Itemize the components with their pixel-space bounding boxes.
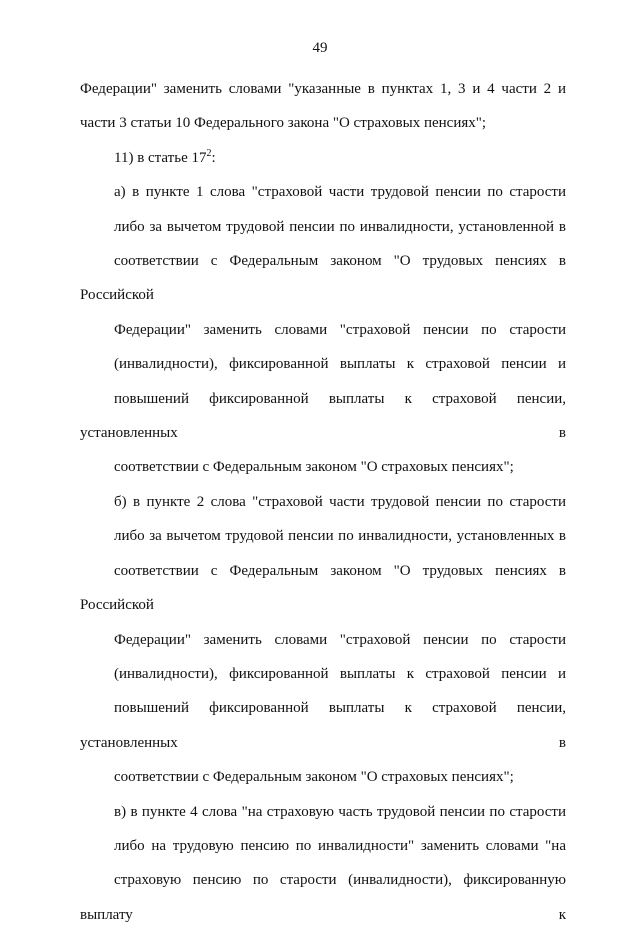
article-superscript: 2 [206, 147, 212, 159]
text-line: а) в пункте 1 слова "страховой части трудовой пенсии по старости [114, 184, 566, 201]
text-line: либо за вычетом трудовой пенсии по инвалидности, установленной в [114, 218, 566, 235]
paragraph-continuation [80, 72, 566, 141]
page-number: 49 [312, 40, 328, 56]
item-heading-text: 11) в статье 17 [114, 149, 207, 166]
text-line: повышений фиксированной выплаты к страховой пенсии, установленных в [80, 700, 566, 751]
paragraph-subitem-v [80, 795, 566, 932]
text-line: Федерации" заменить словами "страховой пенсии по старости [114, 321, 566, 338]
text-line: либо на трудовую пенсию по инвалидности" заменить словами "на [114, 837, 566, 854]
text-line: (инвалидности), фиксированной выплаты к страховой пенсии и [114, 665, 566, 682]
text-line: соответствии с Федеральным законом "О страховых пенсиях"; [114, 459, 514, 476]
text-line: соответствии с Федеральным законом "О трудовых пенсиях в Российской [80, 562, 566, 614]
text-line: в) в пункте 4 слова "на страховую часть трудовой пенсии по старости [114, 803, 566, 820]
paragraph-subitem-b [80, 485, 566, 795]
text-line: части 3 статьи 10 Федерального закона "О страховых пенсиях"; [80, 115, 487, 132]
text-line: повышений фиксированной выплаты к страховой пенсии, установленных в [80, 390, 566, 442]
text-line: либо за вычетом трудовой пенсии по инвалидности, установленных в [114, 528, 566, 545]
text-line: соответствии с Федеральным законом "О трудовых пенсиях в Российской [80, 253, 566, 304]
text-line: Федерации" заменить словами "указанные в пунктах 1, 3 и 4 части 2 и [80, 81, 566, 97]
document-body [80, 72, 566, 932]
paragraph-item-11 [80, 141, 566, 175]
paragraph-subitem-a [80, 175, 566, 485]
text-line: страховую пенсию по старости (инвалидности), фиксированную выплату к [80, 872, 566, 923]
text-line [80, 141, 566, 175]
item-heading-colon: : [211, 149, 216, 166]
text-line: б) в пункте 2 слова "страховой части трудовой пенсии по старости [114, 493, 566, 510]
text-line: Федерации" заменить словами "страховой пенсии по старости [114, 631, 566, 648]
text-line: (инвалидности), фиксированной выплаты к страховой пенсии и [114, 356, 566, 373]
text-line: соответствии с Федеральным законом "О страховых пенсиях"; [114, 769, 514, 786]
